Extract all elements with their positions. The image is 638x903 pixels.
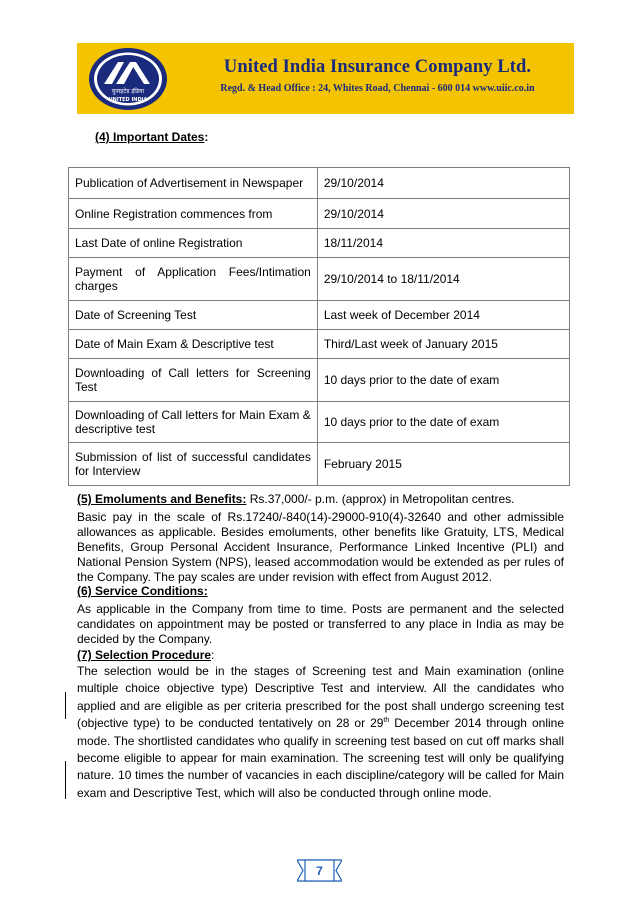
section-7-title: (7) Selection Procedure: [77, 648, 212, 662]
date-cell: Last week of December 2014: [317, 301, 569, 330]
date-cell: 29/10/2014: [317, 199, 569, 229]
section-4-colon: :: [204, 130, 209, 144]
event-cell: Payment of Application Fees/Intimation charges: [69, 258, 318, 301]
date-cell: 10 days prior to the date of exam: [317, 359, 569, 402]
event-cell: Online Registration commences from: [69, 199, 318, 229]
important-dates-table: [68, 167, 570, 486]
logo-english-text: UNITED INDIA: [108, 97, 148, 103]
event-cell: Downloading of Call letters for Screening Test: [69, 359, 318, 402]
table-row: [69, 199, 570, 229]
section-7-colon: :: [211, 648, 215, 662]
date-cell: 18/11/2014: [317, 229, 569, 258]
event-cell: Date of Main Exam & Descriptive test: [69, 330, 318, 359]
date-cell: February 2015: [317, 443, 569, 486]
company-address: Regd. & Head Office : 24, Whites Road, Chennai - 600 014 www.uiic.co.in: [220, 83, 535, 94]
table-row: [69, 168, 570, 199]
company-name: United India Insurance Company Ltd.: [223, 57, 532, 77]
letterhead-banner: [77, 43, 574, 114]
table-row: [69, 330, 570, 359]
section-5-body: Basic pay in the scale of Rs.17240/-840(14)-29000-910(4)-32640 and other admissible allowances as applicable. Besides emoluments, other benefits like Gratuity, LTS, Medical Benefits, Group Personal Accident Insurance, Performance Linked Incentive (PLI) and National Pension System (NPS), leased accommodation would be extended as per rules of the Company. The pay scales are under revision with effect from August 2012.: [77, 510, 564, 584]
table-row: [69, 402, 570, 443]
event-cell: Downloading of Call letters for Main Exam & descriptive test: [69, 402, 318, 443]
section-7-body-part1: The selection would be in the stages of Screening test and Main examination (online multiple choice objective type) Descriptive Test and interview. All the candidates who applied and are eligible as per criteria prescribed for the post shall undergo screening test (objective type) to be conducted tentatively on 28 or 29: [77, 664, 564, 731]
section-6-title: (6) Service Conditions:: [77, 584, 208, 598]
company-logo-icon: [87, 46, 169, 112]
date-cell: Third/Last week of January 2015: [317, 330, 569, 359]
revision-bar: [65, 761, 66, 799]
event-cell: Publication of Advertisement in Newspaper: [69, 168, 318, 199]
section-4-heading: [95, 130, 208, 144]
section-5-intro: [77, 492, 564, 507]
page-number: 7: [316, 864, 323, 878]
table-row: [69, 229, 570, 258]
table-row: [69, 301, 570, 330]
table-row: [69, 258, 570, 301]
section-5-intro-text: Rs.37,000/- p.m. (approx) in Metropolitan centres.: [246, 492, 515, 506]
section-5-title: (5) Emoluments and Benefits:: [77, 492, 247, 506]
ordinal-suffix: th: [383, 717, 390, 725]
section-4-title: (4) Important Dates: [95, 130, 205, 144]
page-number-ribbon: [297, 859, 342, 882]
logo-hindi-text: युनाइटेड इंडिया: [111, 88, 145, 95]
event-cell: Submission of list of successful candidates for Interview: [69, 443, 318, 486]
event-cell: Date of Screening Test: [69, 301, 318, 330]
section-7-body: [77, 663, 564, 802]
table-row: [69, 359, 570, 402]
section-7-body-part2: December 2014 through online mode. The shortlisted candidates who qualify in screening test based on cut off marks shall become eligible to appear for main examination. The screening test will only be qualifying nature. 10 times the number of vacancies in each discipline/category will be called for Main exam and Descriptive Test, which will also be conducted through online mode.: [77, 716, 564, 800]
date-cell: 29/10/2014: [317, 168, 569, 199]
date-cell: 29/10/2014 to 18/11/2014: [317, 258, 569, 301]
date-cell: 10 days prior to the date of exam: [317, 402, 569, 443]
revision-bar: [65, 692, 66, 719]
event-cell: Last Date of online Registration: [69, 229, 318, 258]
table-row: [69, 443, 570, 486]
section-6-body: As applicable in the Company from time to time. Posts are permanent and the selected candidates on appointment may be posted or transferred to any place in India as may be decided by the Company.: [77, 602, 564, 646]
section-7-heading: [77, 648, 564, 663]
